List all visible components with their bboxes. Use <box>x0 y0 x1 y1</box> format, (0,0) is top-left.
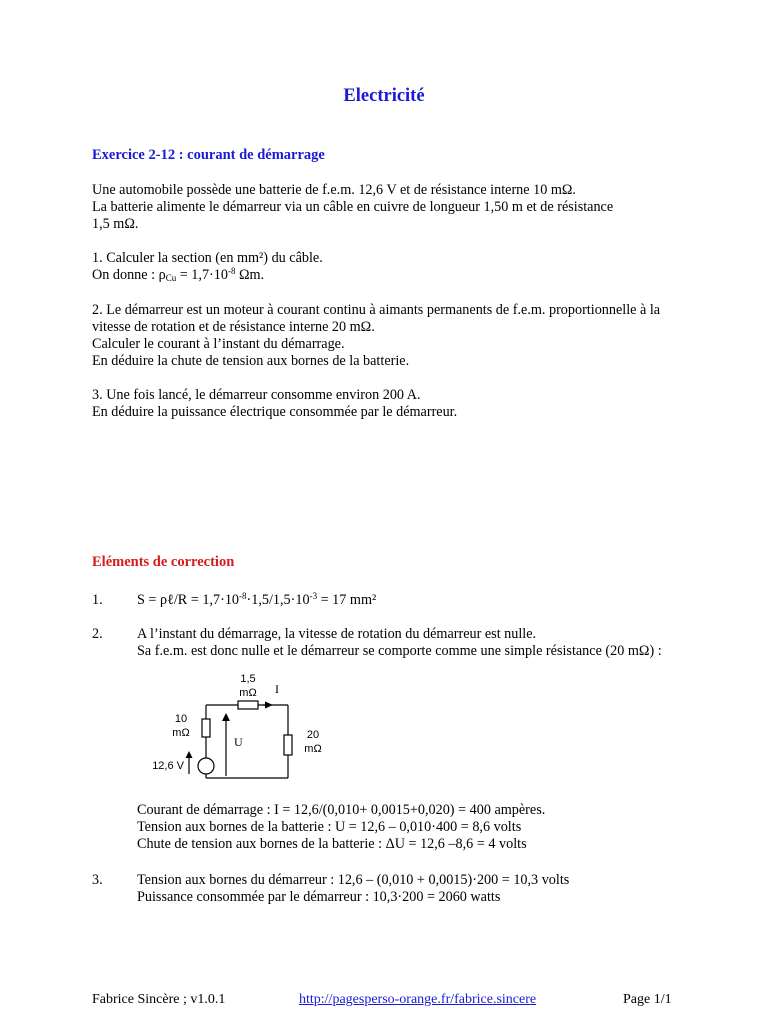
exercise-intro-line: La batterie alimente le démarreur via un câble en cuivre de longueur 1,50 m et de résistance <box>92 199 614 215</box>
answer-3-number: 3. <box>92 872 103 888</box>
correction-heading: Eléments de correction <box>92 554 235 570</box>
answer-2-number: 2. <box>92 626 103 642</box>
internal-r-unit: mΩ <box>172 727 190 739</box>
answer-2-result: Courant de démarrage : I = 12,6/(0,010+ 0,0015+0,020) = 400 ampères. <box>137 802 546 818</box>
exercise-intro-line: Une automobile possède une batterie de f.e.m. 12,6 V et de résistance interne 10 mΩ. <box>92 182 576 198</box>
page-title: Electricité <box>343 86 425 106</box>
voltage-arrowhead <box>222 713 230 721</box>
internal-resistor <box>202 719 210 737</box>
cable-r-value: 1,5 <box>240 673 256 685</box>
current-label: I <box>275 682 279 696</box>
footer-page-number: Page 1/1 <box>623 992 672 1007</box>
internal-r-value: 10 <box>174 713 188 725</box>
answer-1-number: 1. <box>92 592 103 608</box>
load-r-unit: mΩ <box>304 743 322 755</box>
footer-link[interactable]: http://pagesperso-orange.fr/fabrice.sincere <box>299 992 537 1007</box>
question-2-line: vitesse de rotation et de résistance interne 20 mΩ. <box>92 319 375 335</box>
question-2-line: 2. Le démarreur est un moteur à courant continu à aimants permanents de f.e.m. proportionnelle à la <box>92 302 661 318</box>
question-2-line: En déduire la chute de tension aux bornes de la batterie. <box>92 353 410 369</box>
cable-r-unit: mΩ <box>239 687 257 699</box>
answer-1-formula: S = ρℓ/R = $1,7\cdot 10^{-8}\cdot 1,5/1,5\cdot 10^{-3} = 17$ mm² <box>137 591 377 608</box>
source-arrowhead <box>186 751 193 758</box>
current-arrowhead <box>265 702 273 709</box>
question-1-given: On donne : $\rho_{Cu} = 1,7\cdot 10^{-8}$ Ωm. <box>92 266 265 283</box>
question-2-line: Calculer le courant à l’instant du démarrage. <box>92 336 345 352</box>
exercise-intro-line: 1,5 mΩ. <box>92 216 139 232</box>
answer-3-line: Tension aux bornes du démarreur : 12,6 – (0,010 + 0,0015)·200 = 10,3 volts <box>137 872 570 888</box>
voltage-label: U <box>234 735 243 749</box>
question-3-line: En déduire la puissance électrique consommée par le démarreur. <box>92 404 458 420</box>
answer-2-result: Chute de tension aux bornes de la batterie : ΔU = 12,6 –8,6 = 4 volts <box>137 836 527 852</box>
question-3-line: 3. Une fois lancé, le démarreur consomme environ 200 A. <box>92 387 421 403</box>
source-label: 12,6 V <box>152 760 184 772</box>
circuit-diagram <box>138 668 338 788</box>
voltage-source <box>198 758 214 774</box>
answer-3-line: Puissance consommée par le démarreur : 10,3·200 = 2060 watts <box>137 889 501 905</box>
load-resistor <box>284 735 292 755</box>
exercise-heading: Exercice 2-12 : courant de démarrage <box>92 147 325 163</box>
answer-2-line: A l’instant du démarrage, la vitesse de rotation du démarreur est nulle. <box>137 626 537 642</box>
answer-2-result: Tension aux bornes de la batterie : U = 12,6 – 0,010·400 = 8,6 volts <box>137 819 522 835</box>
answer-2-line: Sa f.e.m. est donc nulle et le démarreur se comporte comme une simple résistance (20 mΩ) : <box>137 643 662 659</box>
load-r-value: 20 <box>306 729 320 741</box>
cable-resistor <box>238 701 258 709</box>
footer-author: Fabrice Sincère ; v1.0.1 <box>92 992 226 1007</box>
question-1: 1. Calculer la section (en mm²) du câble. <box>92 250 323 266</box>
